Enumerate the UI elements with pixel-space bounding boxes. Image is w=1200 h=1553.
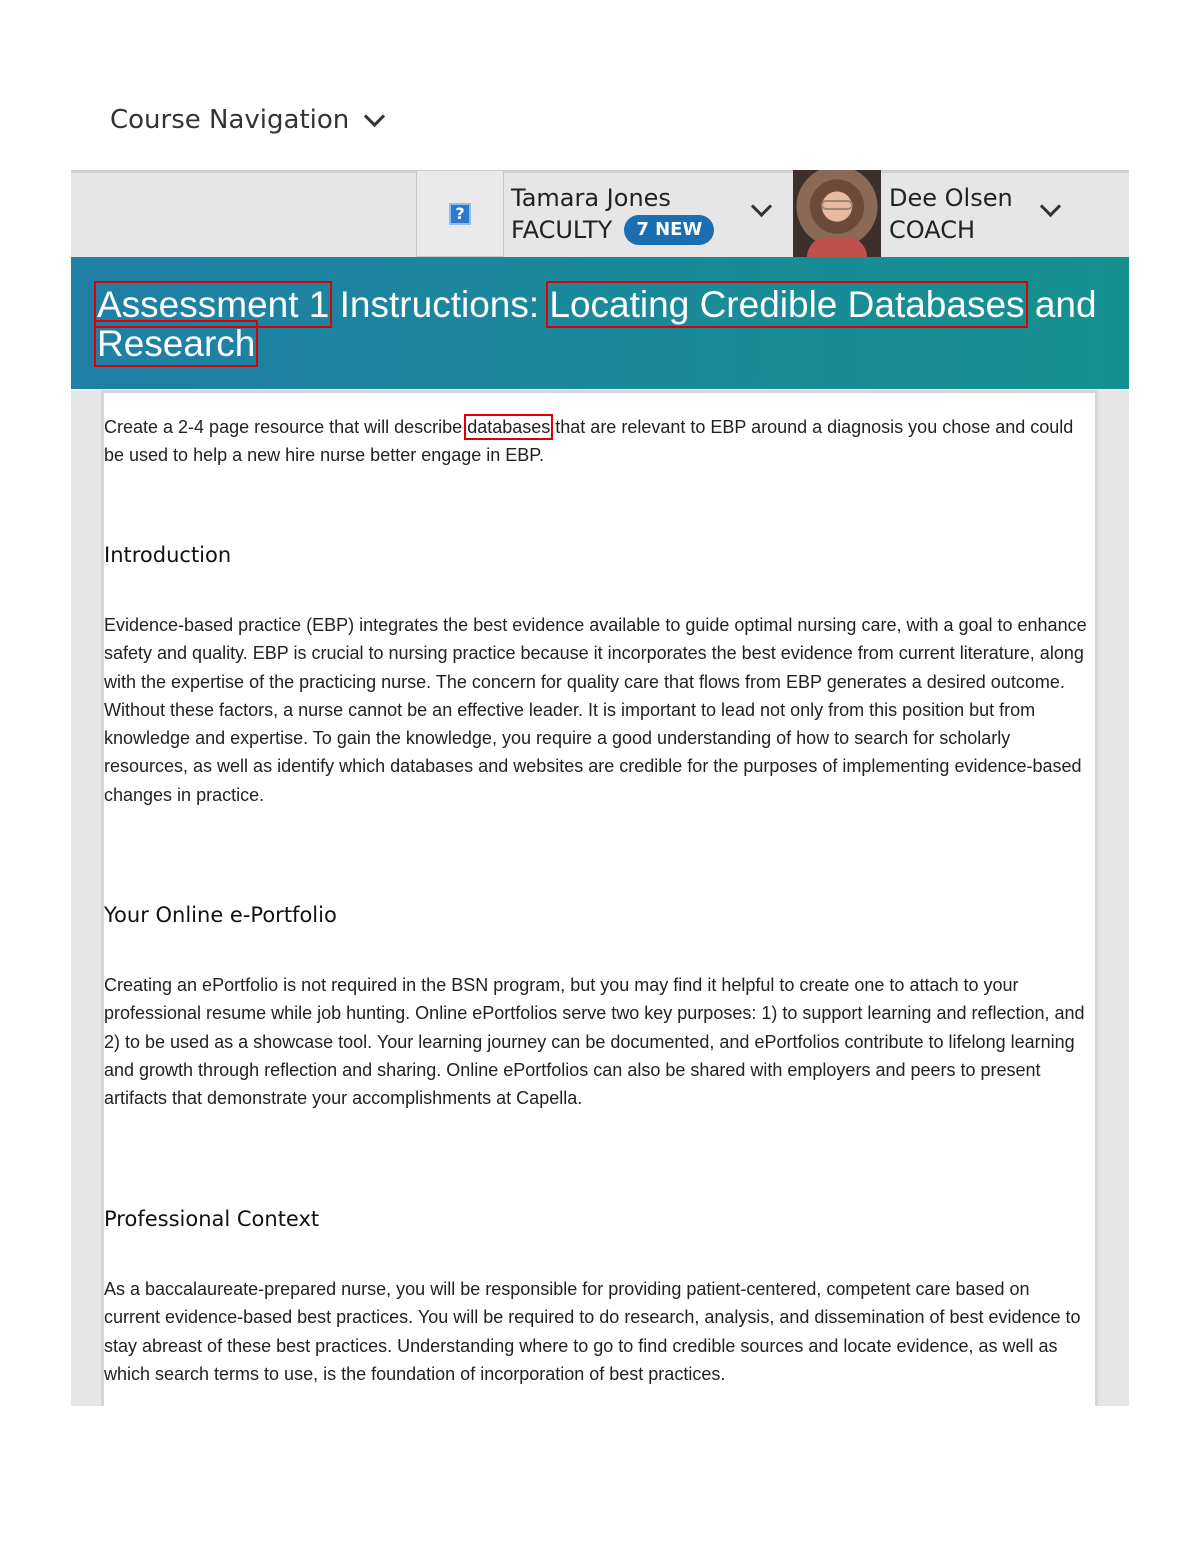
help-button[interactable] [416,170,504,257]
faculty-contact[interactable] [511,183,714,247]
portfolio-heading: Your Online e-Portfolio [104,903,337,927]
databases-link[interactable]: databases [467,417,551,437]
professional-context-heading: Professional Context [104,1207,320,1231]
summary-text-end: that are relevant to EBP around a diagnosis you chose and could be used to help a new hire nurse better engage in EBP. [104,417,1074,466]
title-part-assessment: Assessment 1 [97,284,330,325]
page-title-banner [71,257,1129,389]
coach-chevron-down-icon[interactable] [1040,196,1061,217]
assignment-summary [104,413,1089,470]
coach-role: COACH [889,216,976,244]
content-gutter-left [71,390,101,1406]
title-part-databases: Locating Credible Databases [549,284,1025,325]
chevron-down-icon [364,105,385,126]
coach-avatar [793,170,881,257]
summary-text-start: Create a 2-4 page resource that will describe [104,417,468,437]
faculty-role: FACULTY [511,216,613,244]
page-title [97,285,1105,363]
instructions-content[interactable] [101,390,1098,1406]
content-gutter-right [1098,390,1129,1406]
user-header-bar [71,170,1129,257]
introduction-text: Evidence-based practice (EBP) integrates the best evidence available to guide optimal nursing care, with a goal to enhance safety and quality. EBP is crucial to nursing practice because it incorporates the best evidence from current literature, along with the expertise of the practicing nurse. The concern for quality care that flows from EBP generates a desired outcome. Without these factors, a nurse cannot be an effective leader. It is important to lead not only from this position but from knowledge and expertise. To gain the knowledge, you require a good understanding of how to search for scholarly resources, as well as identify which databases and websites are credible for the purposes of implementing evidence-based changes in practice. [104,615,1087,805]
faculty-chevron-down-icon[interactable] [751,196,772,217]
introduction-heading: Introduction [104,543,232,567]
new-messages-badge[interactable]: 7 NEW [624,215,714,245]
coach-name: Dee Olsen [889,184,1013,212]
title-part-instructions: Instructions: [329,284,550,325]
course-navigation-dropdown[interactable] [110,105,382,135]
faculty-name: Tamara Jones [511,184,671,212]
coach-contact[interactable] [889,183,1013,247]
avatar-glasses-detail [821,200,853,210]
professional-context-text: As a baccalaureate-prepared nurse, you will be responsible for providing patient-centered, competent care based on current evidence-based best practices. You will be required to do research, analysis, and dissemination of best evidence to stay abreast of these best practices. Understanding where to go to find credible sources and locate evidence, as well as which search terms to use, is the foundation of incorporation of best practices. [104,1279,1081,1384]
avatar-shirt-detail [807,237,867,257]
coach-role-row [889,213,1013,247]
help-icon: ? [449,203,471,225]
course-navigation-label: Course Navigation [110,105,350,135]
title-part-research: Research [97,323,256,364]
faculty-role-row [511,213,714,247]
portfolio-text: Creating an ePortfolio is not required in the BSN program, but you may find it helpful to create one to attach to your professional resume while job hunting. Online ePortfolios serve two key purposes: 1) to support learning and reflection, and 2) to be used as a showcase tool. Your learning journey can be documented, and ePortfolios contribute to lifelong learning and growth through reflection and sharing. Online ePortfolios can also be shared with employers and peers to present artifacts that demonstrate your accomplishments at Capella. [104,975,1085,1109]
title-part-and: and [1024,284,1097,325]
